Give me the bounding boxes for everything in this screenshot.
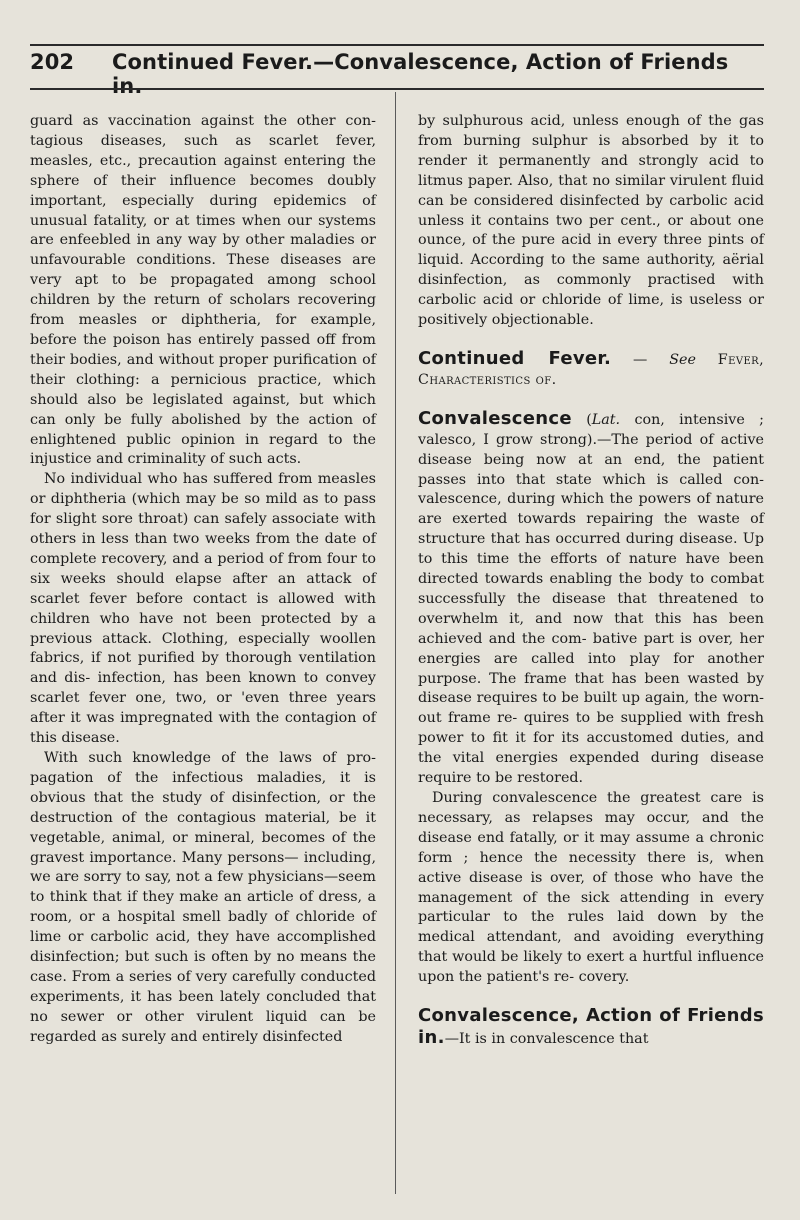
header-rule (30, 88, 764, 90)
left-paragraph-2: No individual who has suffered from measles or diphtheria (which may be so mild as to pass for slight sore throat) can safely associate with others in less than two weeks from the date of complete recovery, and a period of from four to six weeks should elapse after an attack of scarlet fever before contact is allowed with children who have not been protected by a previous attack. Clothing, especially woollen fabrics, if not purified by thorough ventilation and dis- infection, has been known to convey scarlet fever one, two, or 'even three years after it was impregnated with the contagion of this disease. (30, 471, 376, 747)
etymology-open: ( (571, 411, 592, 428)
top-rule (30, 44, 764, 46)
left-paragraph-3: With such knowledge of the laws of pro- pagation of the infectious maladies, it is obvious that the study of disinfection, or the destruction of the contagious material, be it vegetable, animal, or mineral, becomes of the gravest importance. Many persons— including, we are sorry to say, not a few physicians—seem to think that if they make an article of dress, a room, or a hospital smell badly of chloride of lime or carbolic acid, they have accomplished disinfection; but such is often by no means the case. From a series of very carefully conducted experiments, it has been lately concluded that no sewer or other virulent liquid can be regarded as surely and entirely disinfected (30, 750, 376, 1045)
see-label: See (669, 351, 696, 368)
entry-friends (418, 1006, 764, 1050)
entry-convalescence (418, 409, 764, 789)
etymology-text: con, intensive ; valesco, I grow strong). (418, 411, 764, 448)
right-paragraph-1: by sulphurous acid, unless enough of the gas from burning sulphur is absorbed by it to render it permanently and strongly acid to litmus paper. Also, that no similar virulent fluid can be considered disinfected by carbolic acid unless it contains two per cent., or about one ounce, of the pure acid in every three pints of liquid. According to the same authority, aërial disinfection, as commonly practised with carbolic acid or chloride of lime, is useless or positively objectionable. (418, 113, 764, 329)
left-column (30, 112, 376, 1050)
headword-friends: Convalescence, Action of Friends in. (418, 1005, 764, 1048)
headword-convalescence: Convalescence (418, 407, 572, 429)
etymology-language: Lat. (591, 411, 621, 428)
running-head: Continued Fever.—Convalescence, Action of Friends in. (112, 50, 729, 98)
convalescence-paragraph-2: During convalescence the greatest care is necessary, as relapses may occur, and the disease end fatally, or it may assume a chronic form ; hence the necessity there is, when active disease is over, of those who have the management of the sick attending in every particular to the rules laid down by the medical attendant, and avoiding everything that would be likely to exert a hurtful influence upon the patient's re- covery. (418, 790, 764, 986)
entry-continued-fever (418, 349, 764, 391)
entry-dash: — (611, 351, 670, 368)
page-number: 202 (30, 50, 75, 74)
headword-continued-fever: Continued Fever. (418, 347, 612, 369)
cross-reference: Fever, Characteristics of. (418, 351, 765, 388)
friends-text: —It is in convalescence that (444, 1030, 649, 1047)
text-columns (30, 112, 764, 1050)
left-paragraph-1: guard as vaccination against the other con- tagious diseases, such as scarlet fever, measles, etc., precaution against entering the sphere of their influence becomes doubly important, especially during epidemics of unusual fatality, or at times when our systems are enfeebled in any way by other maladies or unfavourable conditions. These diseases are very apt to be propagated among school children by the return of scholars recovering from measles or diphtheria, for example, before the poison has entirely passed off from their bodies, and without proper purification of their clothing: a pernicious practice, which should also be legislated against, but which can only be fully abolished by the action of enlightened public opinion in regard to the injustice and criminality of such acts. (30, 113, 376, 468)
page-header (30, 50, 764, 98)
right-column (418, 112, 764, 1050)
convalescence-text: —The period of active disease being now at an end, the patient passes into that state which is called con- valescence, during which the powers of nature are exerted towards repairing the waste of structure that has occurred during disease. Up to this time the efforts of nature have been directed towards enabling the body to combat successfully the disease that threatened to overwhelm it, and now that this has been achieved and the com- bative part is over, her energies are called into play for another purpose. The frame that has been wasted by disease requires to be built up again, the worn-out frame re- quires to be supplied with fresh power to fit it for its accustomed duties, and the vital energies expended during disease require to be restored. (418, 431, 765, 787)
